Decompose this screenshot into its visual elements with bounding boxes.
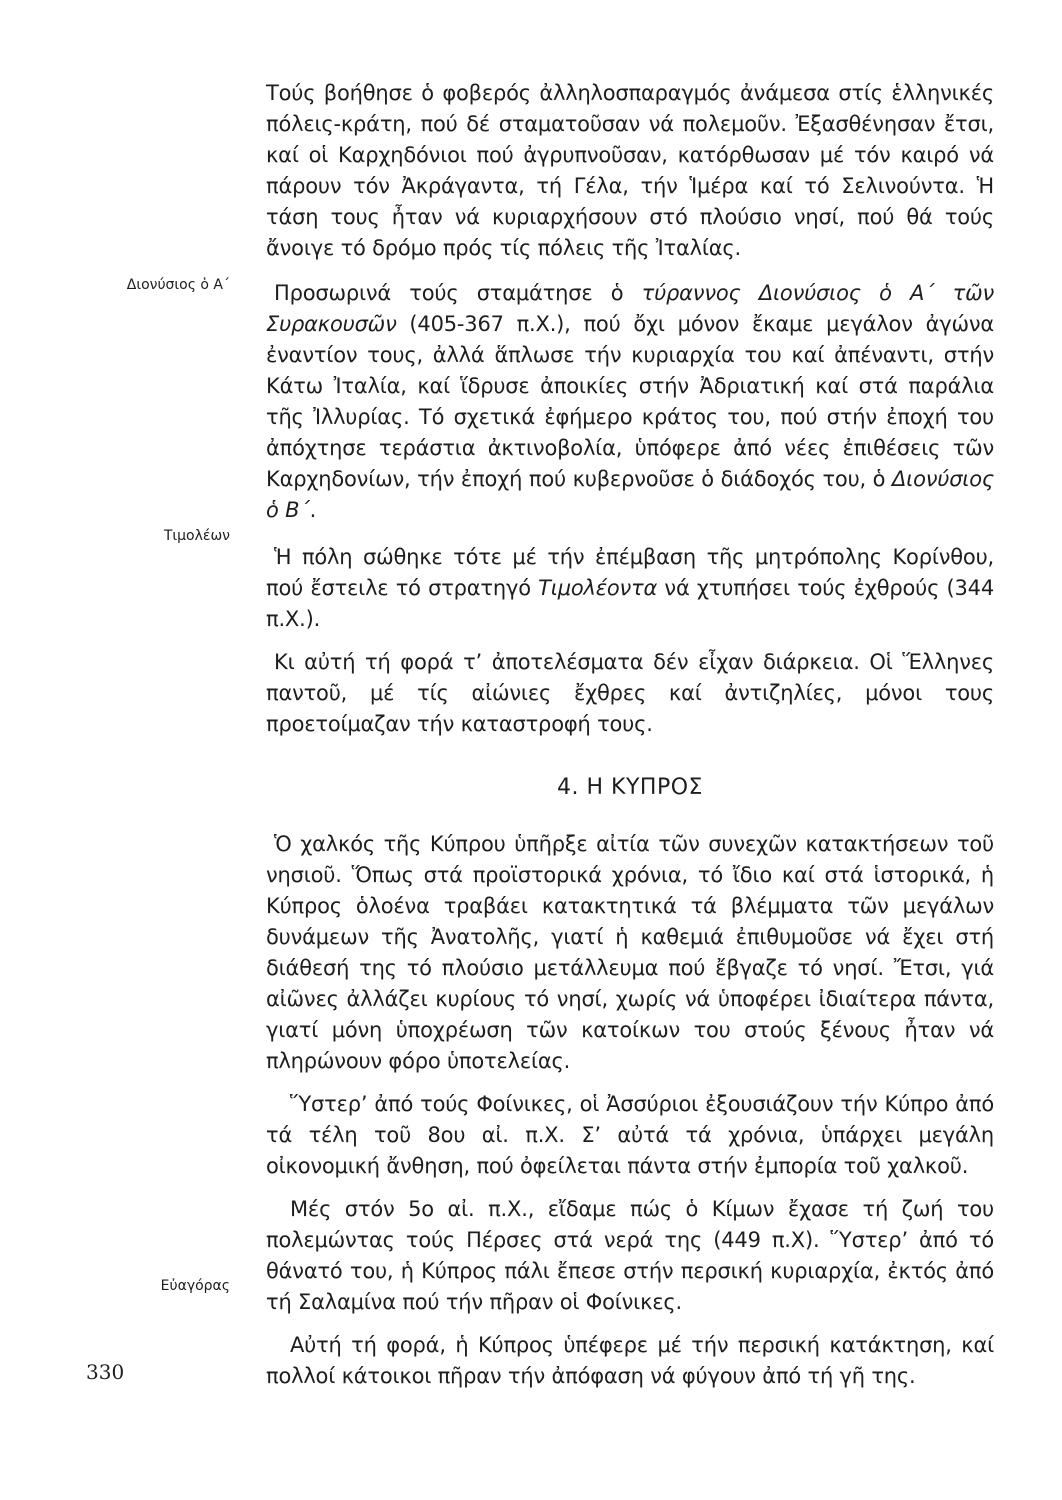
paragraph: [266, 278, 994, 526]
paragraph: [266, 542, 994, 635]
paragraph: Τούς βοήθησε ὁ φοβερός ἀλληλοσπαραγμός ἀνάμεσα στίς ἑλληνικές πόλεις-κράτη, πού δέ σταματοῦσαν νά πολεμοῦν. Ἐξασθένησαν ἔτσι, καί οἱ Καρχηδόνιοι πού ἀγρυπνοῦσαν, κατόρθωσαν μέ τόν καιρό νά πάρουν τόν Ἀκράγαντα, τή Γέλα, τήν Ἱμέρα καί τό Σελινούντα. Ἡ τάση τους ἦταν νά κυριαρχήσουν στό πλούσιο νησί, πού θά τούς ἄνοιγε τό δρόμο πρός τίς πόλεις τῆς Ἰταλίας.: [266, 81, 994, 260]
margin-note-evagoras: Εὐαγόρας: [160, 1278, 230, 1294]
paragraph: Κι αὐτή τή φορά τ’ ἀποτελέσματα δέν εἶχαν διάρκεια. Οἱ Ἕλληνες παντοῦ, μέ τίς αἰώνιες ἔχθρες καί ἀντιζηλίες, μόνοι τους προετοίμαζαν τήν καταστροφή τους.: [266, 650, 994, 736]
text-run: Προσωρινά τούς σταμάτησε ὁ: [274, 281, 642, 305]
italic-run: τύραννος Διονύσιος ὁ Α΄ τῶν Συρακουσῶν: [266, 281, 994, 336]
margin-note-timoleon: Τιμολέων: [163, 528, 230, 544]
page-number: 330: [86, 1360, 125, 1384]
paragraph: Μές στόν 5ο αἰ. π.Χ., εἴδαμε πώς ὁ Κίμων ἔχασε τή ζωή του πολεμώντας τούς Πέρσες στά νερά της (449 π.Χ). Ὕστερ’ ἀπό τό θάνατό του, ἡ Κύπρος πάλι ἔπεσε στήν περσική κυριαρχία, ἐκτός ἀπό τή Σαλαμίνα πού τήν πῆραν οἱ Φοίνικες.: [266, 1197, 994, 1314]
text-run: (405-367 π.Χ.), πού ὄχι μόνον ἔκαμε μεγάλον ἀγώνα ἐναντίον τους, ἀλλά ἅπλωσε τήν κυριαρχία του καί ἀπέναντι, στήν Κάτω Ἰταλία, καί ἵδρυσε ἀποικίες στήν Ἀδριατική καί στά παράλια τῆς Ἰλλυρίας. Τό σχετικά ἐφήμερο κράτος του, πού στήν ἐποχή του ἀπόχτησε τεράστια ἀκτινοβολία, ὑπόφερε ἀπό νέες ἐπιθέσεις τῶν Καρχηδονίων, τήν ἐποχή πού κυβερνοῦσε ὁ διάδοχός του, ὁ: [266, 312, 994, 491]
text-run: Ἡ πόλη σώθηκε τότε μέ τήν ἐπέμβαση τῆς μητρόπολης Κορίνθου, πού ἔστειλε τό στρατηγό: [266, 545, 994, 600]
margin-note-dionysios: Διονύσιος ὁ Α΄: [126, 277, 230, 293]
italic-run: Τιμολέοντα: [538, 576, 658, 600]
main-text: [266, 78, 994, 1404]
italic-run: Διονύσιος ὁ Β΄: [266, 467, 994, 522]
text-run: .: [309, 498, 317, 522]
section-title: 4. Η ΚΥΠΡΟΣ: [557, 775, 703, 800]
text-run: νά χτυπήσει τούς ἐχθρούς (344 π.Χ.).: [266, 576, 994, 631]
paragraph: Ὁ χαλκός τῆς Κύπρου ὑπῆρξε αἰτία τῶν συνεχῶν κατακτήσεων τοῦ νησιοῦ. Ὅπως στά προϊστορικά χρόνια, τό ἴδιο καί στά ἱστορικά, ἡ Κύπρος ὁλοένα τραβάει κατακτητικά τά βλέμματα τῶν μεγάλων δυνάμεων τῆς Ἀνατολῆς, γιατί ἡ καθεμιά ἐπιθυμοῦσε νά ἔχει στή διάθεσή της τό πλούσιο μετάλλευμα πού ἔβγαζε τό νησί. Ἔτσι, γιά αἰῶνες ἀλλάζει κυρίους τό νησί, χωρίς νά ὑποφέρει ἰδιαίτερα πάντα, γιατί μόνη ὑποχρέωση τῶν κατοίκων του στούς ξένους ἦταν νά πληρώνουν φόρο ὑποτελείας.: [266, 832, 994, 1073]
paragraph: Ὕστερ’ ἀπό τούς Φοίνικες, οἱ Ἀσσύριοι ἐξουσιάζουν τήν Κύπρο ἀπό τά τέλη τοῦ 8ου αἰ. π.Χ. Σ’ αὐτά τά χρόνια, ὑπάρχει μεγάλη οἰκονομική ἄνθηση, πού ὀφείλεται πάντα στήν ἐμπορία τοῦ χαλκοῦ.: [266, 1092, 994, 1178]
paragraph: Αὐτή τή φορά, ἡ Κύπρος ὑπέφερε μέ τήν περσική κατάκτηση, καί πολλοί κάτοικοι πῆραν τήν ἀπόφαση νά φύγουν ἀπό τή γῆ της.: [266, 1333, 994, 1388]
